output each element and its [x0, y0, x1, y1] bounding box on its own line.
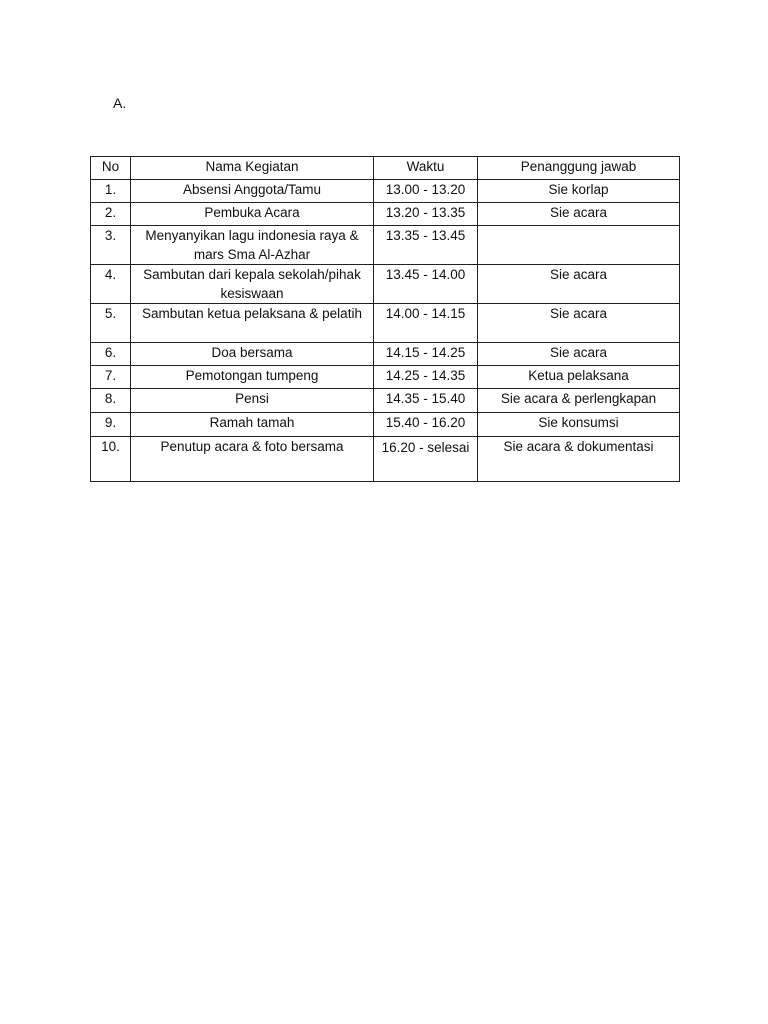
cell-no: 4. — [91, 265, 131, 304]
cell-kegiatan: Pensi — [131, 389, 374, 413]
section-label: A. — [113, 95, 127, 111]
cell-no: 7. — [91, 366, 131, 389]
cell-waktu: 14.00 - 14.15 — [374, 304, 478, 343]
cell-kegiatan: Pemotongan tumpeng — [131, 366, 374, 389]
cell-penanggung-jawab: Ketua pelaksana — [478, 366, 680, 389]
table-row — [91, 265, 680, 304]
cell-no: 6. — [91, 343, 131, 366]
cell-waktu: 13.35 - 13.45 — [374, 226, 478, 265]
cell-penanggung-jawab: Sie korlap — [478, 180, 680, 203]
table-header-row — [91, 157, 680, 180]
cell-no: 2. — [91, 203, 131, 226]
table-row — [91, 304, 680, 343]
table-row — [91, 413, 680, 437]
cell-penanggung-jawab: Sie acara — [478, 265, 680, 304]
cell-penanggung-jawab: Sie acara — [478, 203, 680, 226]
table-row — [91, 343, 680, 366]
cell-no: 1. — [91, 180, 131, 203]
cell-penanggung-jawab: Sie acara — [478, 343, 680, 366]
cell-penanggung-jawab: Sie acara & dokumentasi — [478, 437, 680, 482]
header-waktu: Waktu — [374, 157, 478, 180]
header-no: No — [91, 157, 131, 180]
cell-no: 8. — [91, 389, 131, 413]
cell-waktu: 13.20 - 13.35 — [374, 203, 478, 226]
table-row — [91, 203, 680, 226]
cell-kegiatan: Penutup acara & foto bersama — [131, 437, 374, 482]
cell-kegiatan: Pembuka Acara — [131, 203, 374, 226]
cell-kegiatan: Ramah tamah — [131, 413, 374, 437]
cell-kegiatan: Sambutan ketua pelaksana & pelatih — [131, 304, 374, 343]
table-row — [91, 180, 680, 203]
table-row — [91, 226, 680, 265]
cell-penanggung-jawab: Sie acara — [478, 304, 680, 343]
schedule-table — [90, 156, 680, 482]
cell-waktu: 14.15 - 14.25 — [374, 343, 478, 366]
cell-penanggung-jawab: Sie acara & perlengkapan — [478, 389, 680, 413]
table-row — [91, 437, 680, 482]
header-nama-kegiatan: Nama Kegiatan — [131, 157, 374, 180]
cell-waktu: 13.00 - 13.20 — [374, 180, 478, 203]
cell-waktu: 15.40 - 16.20 — [374, 413, 478, 437]
cell-no: 5. — [91, 304, 131, 343]
cell-kegiatan: Sambutan dari kepala sekolah/pihak kesiswaan — [131, 265, 374, 304]
cell-no: 3. — [91, 226, 131, 265]
table-row — [91, 366, 680, 389]
cell-no: 9. — [91, 413, 131, 437]
cell-waktu: 14.25 - 14.35 — [374, 366, 478, 389]
cell-waktu: 14.35 - 15.40 — [374, 389, 478, 413]
cell-kegiatan: Menyanyikan lagu indonesia raya & mars Sma Al-Azhar — [131, 226, 374, 265]
cell-penanggung-jawab: Sie konsumsi — [478, 413, 680, 437]
cell-waktu: 16.20 - selesai — [374, 437, 478, 482]
cell-kegiatan: Doa bersama — [131, 343, 374, 366]
cell-waktu: 13.45 - 14.00 — [374, 265, 478, 304]
header-penanggung-jawab: Penanggung jawab — [478, 157, 680, 180]
table-row — [91, 389, 680, 413]
cell-penanggung-jawab — [478, 226, 680, 265]
cell-no: 10. — [91, 437, 131, 482]
cell-kegiatan: Absensi Anggota/Tamu — [131, 180, 374, 203]
